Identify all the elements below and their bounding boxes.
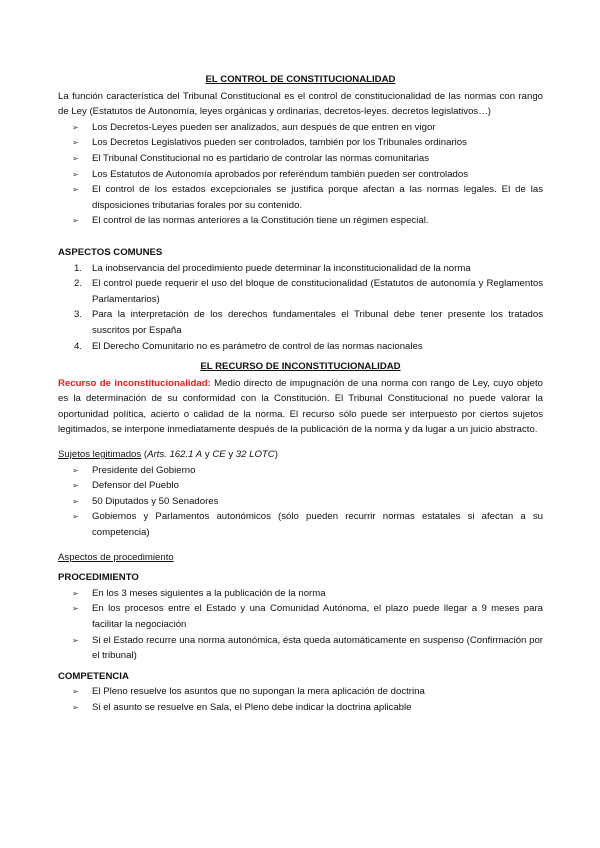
ref-lotc: 32 LOTC (235, 449, 275, 461)
list-item (72, 151, 543, 167)
list-item-text: El Pleno resuelve los asuntos que no supongan la mera aplicación de doctrina (92, 686, 425, 698)
arrow-bullet-icon: ➢ (72, 481, 79, 491)
list-item (72, 135, 543, 151)
recurso-definition: Medio directo de impugnación de una norma con rango de Ley, cuyo objeto es la determinación de su conformidad con la Constitución. El Tribunal Constitucional no puede valorar la oportunidad política, acierto o calidad de la norma. El recurso sólo puede ser interpuesto por ciertos sujetos legitimados, se interpone inmediatamente después de la publicación de la norma y da lugar a un juicio abstracto. (58, 377, 544, 436)
recurso-term: Recurso de inconstitucionalidad: (58, 377, 211, 389)
arrow-bullet-icon: ➢ (72, 687, 79, 697)
numbered-item (72, 339, 543, 355)
aspectos-comunes-list (58, 261, 543, 355)
arrow-bullet-icon: ➢ (72, 122, 79, 132)
arrow-bullet-icon: ➢ (72, 496, 79, 506)
item-text: La inobservancia del procedimiento puede determinar la inconstitucionalidad de la norma (92, 262, 471, 274)
item-number: 3. (74, 309, 83, 321)
sujetos-heading (58, 447, 543, 463)
item-text: Para la interpretación de los derechos fundamentales el Tribunal debe tener presente los tratados suscritos por España (92, 309, 543, 336)
numbered-item (72, 261, 543, 277)
list-item-text: En los 3 meses siguientes a la publicación de la norma (92, 587, 326, 599)
list-item (72, 182, 543, 213)
list-item (72, 684, 543, 700)
ref-y1: y (202, 449, 213, 461)
sujetos-label: Sujetos legitimados (58, 449, 142, 461)
control-bullet-list (58, 120, 543, 229)
arrow-bullet-icon: ➢ (72, 216, 79, 226)
arrow-bullet-icon: ➢ (72, 465, 79, 475)
list-item-text: El Tribunal Constitucional no es partidario de controlar las normas comunitarias (92, 152, 430, 164)
list-item (72, 601, 543, 632)
list-item-text: Los Estatutos de Autonomía aprobados por referéndum también pueden ser controlados (92, 168, 468, 180)
list-item-text: El control de las normas anteriores a la Constitución tiene un régimen especial. (92, 215, 429, 227)
sujetos-bullet-list (58, 463, 543, 541)
list-item-text: Si el Estado recurre una norma autonómica, ésta queda automáticamente en suspenso (Confirmación por el tribunal) (92, 634, 543, 662)
list-item (72, 494, 543, 510)
list-item-text: Presidente del Gobierno (92, 464, 196, 476)
list-item (72, 633, 543, 664)
list-item-text: En los procesos entre el Estado y una Comunidad Autónoma, el plazo puede llegar a 9 meses para facilitar la negociación (92, 603, 543, 630)
list-item-text: Los Decretos Legislativos pueden ser controlados, también por los Tribunales ordinarios (92, 137, 467, 149)
list-item-text: 50 Diputados y 50 Senadores (92, 495, 219, 507)
procedimiento-bullet-list (58, 586, 543, 664)
numbered-item (72, 276, 543, 307)
list-item (72, 167, 543, 183)
recurso-definition-paragraph (58, 376, 543, 438)
arrow-bullet-icon: ➢ (72, 702, 79, 712)
arrow-bullet-icon: ➢ (72, 153, 79, 163)
list-item (72, 586, 543, 602)
item-text: El control puede requerir el uso del bloque de constitucionalidad (Estatutos de autonomía y Reglamentos Parlamentarios) (92, 278, 543, 305)
item-number: 2. (74, 278, 83, 290)
item-number: 4. (74, 340, 83, 352)
arrow-bullet-icon: ➢ (72, 169, 79, 179)
aspectos-comunes-heading: ASPECTOS COMUNES (58, 246, 163, 258)
item-text: El Derecho Comunitario no es parámetro de control de las normas nacionales (92, 340, 423, 352)
aspectos-procedimiento-label: Aspectos de procedimiento (58, 551, 174, 563)
section-title-control: EL CONTROL DE CONSTITUCIONALIDAD (205, 74, 396, 85)
list-item-text: Los Decretos-Leyes pueden ser analizados, aun después de que entren en vigor (92, 121, 436, 133)
list-item (72, 120, 543, 136)
list-item (72, 700, 543, 716)
arrow-bullet-icon: ➢ (72, 138, 79, 148)
arrow-bullet-icon: ➢ (72, 512, 79, 522)
list-item (72, 463, 543, 479)
list-item-text: Gobiernos y Parlamentos autonómicos (sólo pueden recurrir normas estatales si afectan a su competencia) (92, 511, 543, 539)
arrow-bullet-icon: ➢ (72, 635, 79, 645)
list-item (72, 478, 543, 494)
item-number: 1. (74, 262, 83, 274)
procedimiento-heading: PROCEDIMIENTO (58, 572, 139, 584)
ref-close: ) (274, 449, 278, 461)
arrow-bullet-icon: ➢ (72, 604, 79, 614)
list-item (72, 509, 543, 540)
arrow-bullet-icon: ➢ (72, 588, 79, 598)
list-item-text: Si el asunto se resuelve en Sala, el Pleno debe indicar la doctrina aplicable (92, 701, 412, 713)
ref-arts: Arts. 162.1 A (147, 449, 203, 461)
intro-paragraph: La función característica del Tribunal Constitucional es el control de constitucionalidad de las normas con rango de Ley (Estatutos de Autonomía, leyes orgánicas y ordinarias, decretos-leyes. decretos legislativos…) (58, 90, 543, 118)
list-item-text: Defensor del Pueblo (92, 480, 179, 492)
document-page (58, 72, 543, 716)
numbered-item (72, 307, 543, 338)
competencia-heading: COMPETENCIA (58, 670, 129, 682)
list-item (72, 213, 543, 229)
section-title-recurso: EL RECURSO DE INCONSTITUCIONALIDAD (200, 361, 401, 373)
ref-open: ( (141, 449, 148, 461)
competencia-bullet-list (58, 684, 543, 715)
arrow-bullet-icon: ➢ (72, 185, 79, 195)
ref-ce: CE (212, 449, 226, 461)
ref-y2: y (225, 449, 236, 461)
list-item-text: El control de los estados excepcionales se justifica porque afectan a las normas legales. El de las disposiciones tributarias forales por su contenido. (92, 184, 543, 211)
